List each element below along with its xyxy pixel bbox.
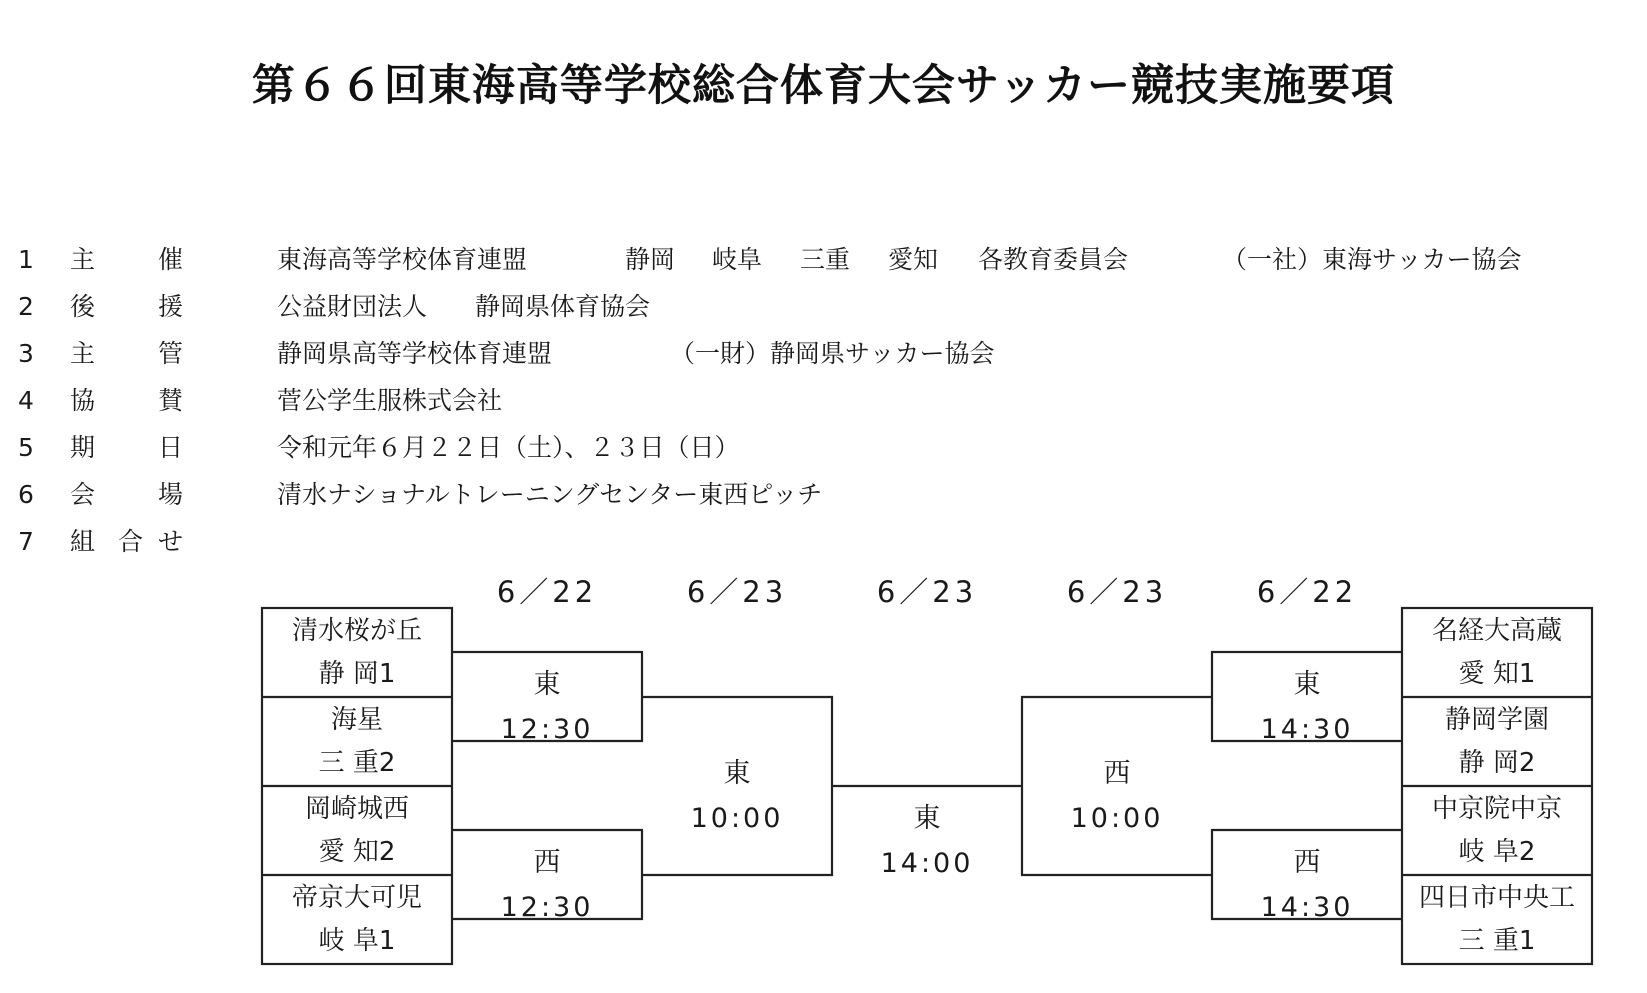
match-left-r1-bottom [467, 840, 627, 930]
team-school: 帝京大可児 [291, 883, 422, 913]
team-seed: 三 重2 [318, 748, 396, 778]
team-left-3 [263, 788, 451, 874]
management-1: 静岡県高等学校体育連盟 [277, 339, 553, 368]
organizer-6: 各教育委員会 [978, 245, 1129, 274]
team-seed: 静 岡2 [1458, 748, 1536, 778]
match-right-semi [1037, 751, 1197, 841]
item-label-mid: 合 [118, 527, 144, 556]
item-number: 2 [18, 292, 34, 321]
match-time: 14:00 [880, 848, 974, 879]
team-left-4 [263, 877, 451, 963]
item-label-2: 場 [158, 480, 184, 509]
team-right-4 [1403, 877, 1591, 963]
support-1: 公益財団法人 [277, 292, 428, 321]
item-number: 3 [18, 339, 34, 368]
match-venue: 東 [723, 758, 751, 789]
item-label-1: 主 [70, 339, 96, 368]
item-label-1: 会 [70, 480, 96, 509]
match-left-semi [657, 751, 817, 841]
organizer-7: （一社）東海サッカー協会 [1222, 245, 1522, 274]
match-venue: 東 [533, 669, 561, 700]
team-seed: 愛 知2 [318, 837, 396, 867]
item-label-1: 期 [70, 433, 96, 462]
item-label-2: せ [158, 527, 184, 556]
match-time: 12:30 [500, 892, 594, 923]
team-school: 海星 [330, 705, 383, 735]
match-venue: 東 [913, 803, 941, 834]
match-time: 14:30 [1260, 892, 1354, 923]
organizer-2: 静岡 [625, 245, 676, 274]
team-right-3 [1403, 788, 1591, 874]
date-round1-left: 6／22 [496, 575, 598, 609]
match-right-r1-bottom [1227, 840, 1387, 930]
date-final: 6／23 [876, 575, 978, 609]
item-label-1: 主 [70, 245, 96, 274]
match-right-r1-top [1227, 662, 1387, 752]
match-time: 10:00 [1070, 803, 1164, 834]
item-label-1: 後 [70, 292, 96, 321]
match-venue: 西 [1293, 847, 1321, 878]
management-2: （一財）静岡県サッカー協会 [670, 339, 995, 368]
match-time: 10:00 [690, 803, 784, 834]
item-number: 4 [18, 386, 34, 415]
organizer-3: 岐阜 [712, 245, 763, 274]
item-label-1: 組 [70, 527, 96, 556]
match-final [847, 796, 1007, 886]
venue: 清水ナショナルトレーニングセンター東西ピッチ [277, 480, 823, 509]
item-number: 5 [18, 433, 34, 462]
organizer-4: 三重 [800, 245, 851, 274]
match-venue: 西 [533, 847, 561, 878]
event-dates: 令和元年６月２２日（土）、２３日（日） [277, 433, 740, 462]
match-venue: 西 [1103, 758, 1131, 789]
date-semi-right: 6／23 [1066, 575, 1168, 609]
date-semi-left: 6／23 [686, 575, 788, 609]
organizer-1: 東海高等学校体育連盟 [277, 245, 528, 274]
team-left-2 [263, 699, 451, 785]
team-seed: 静 岡1 [318, 659, 396, 689]
item-number: 6 [18, 480, 34, 509]
team-school: 清水桜が丘 [291, 616, 422, 646]
item-number: 7 [18, 527, 34, 556]
support-2: 静岡県体育協会 [475, 292, 651, 321]
item-label-2: 賛 [158, 386, 184, 415]
item-label-2: 催 [158, 245, 184, 274]
sponsor: 菅公学生服株式会社 [277, 386, 503, 415]
team-right-2 [1403, 699, 1591, 785]
match-time: 14:30 [1260, 714, 1354, 745]
team-seed: 岐 阜2 [1458, 837, 1536, 867]
team-seed: 三 重1 [1458, 926, 1536, 956]
organizer-5: 愛知 [888, 245, 939, 274]
team-school: 岡崎城西 [304, 794, 409, 824]
match-left-r1-top [467, 662, 627, 752]
team-school: 四日市中央工 [1418, 883, 1575, 913]
team-seed: 岐 阜1 [318, 926, 396, 956]
date-round1-right: 6／22 [1256, 575, 1358, 609]
team-school: 静岡学園 [1444, 705, 1549, 735]
item-label-1: 協 [70, 386, 96, 415]
team-school: 中京院中京 [1431, 794, 1562, 824]
team-right-1 [1403, 610, 1591, 696]
item-label-2: 援 [158, 292, 184, 321]
team-left-1 [263, 610, 451, 696]
team-seed: 愛 知1 [1458, 659, 1536, 689]
page-title: 第６６回東海高等学校総合体育大会サッカー競技実施要項 [251, 61, 1396, 111]
item-number: 1 [18, 245, 34, 274]
item-label-2: 日 [158, 433, 184, 462]
item-label-2: 管 [158, 339, 184, 368]
match-time: 12:30 [500, 714, 594, 745]
team-school: 名経大高蔵 [1431, 616, 1562, 646]
match-venue: 東 [1293, 669, 1321, 700]
